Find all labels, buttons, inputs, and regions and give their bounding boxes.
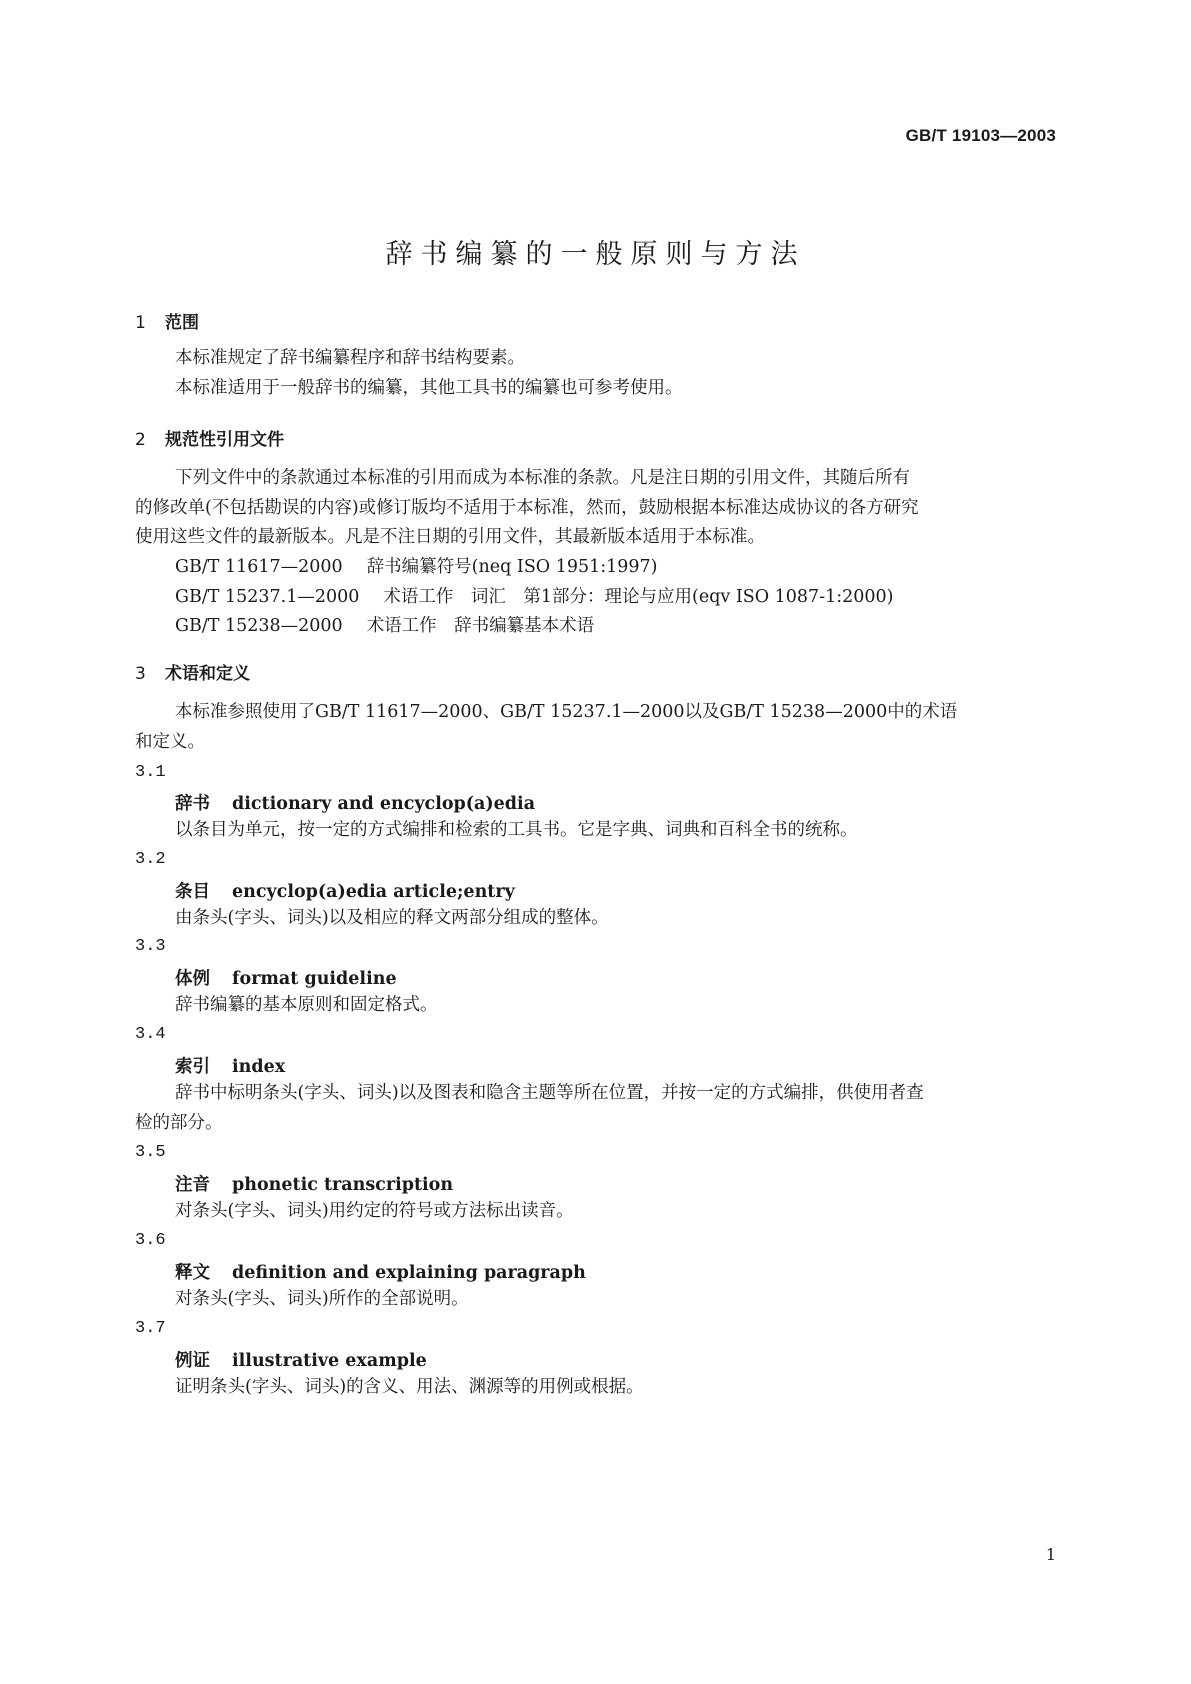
term-entry — [175, 965, 397, 990]
section-title: 范围 — [165, 313, 199, 333]
section-1-heading — [135, 308, 199, 333]
section-number: 1 — [135, 313, 146, 333]
term-en: format guideline — [232, 969, 397, 989]
term-definition: 辞书中标明条头(字头、词头)以及图表和隐含主题等所在位置，并按一定的方式编排，供使用者查 — [175, 1083, 924, 1103]
paragraph-line: 下列文件中的条款通过本标准的引用而成为本标准的条款。凡是注日期的引用文件，其随后所有 — [175, 468, 910, 488]
term-zh: 体例 — [175, 969, 210, 989]
page-number: 1 — [1045, 1545, 1056, 1564]
standard-code: GB/T 19103—2003 — [905, 126, 1056, 145]
reference-item — [175, 582, 894, 613]
paragraph: 本标准规定了辞书编纂程序和辞书结构要素。 — [175, 348, 525, 368]
clause-number: 3.6 — [135, 1231, 166, 1250]
term-definition: 由条头(字头、词头)以及相应的释文两部分组成的整体。 — [175, 908, 609, 928]
term-definition: 辞书编纂的基本原则和固定格式。 — [175, 995, 438, 1015]
term-definition: 对条头(字头、词头)所作的全部说明。 — [175, 1289, 469, 1309]
clause-number: 3.1 — [135, 763, 166, 782]
section-title: 规范性引用文件 — [165, 430, 284, 450]
reference-code: GB/T 15238—2000 — [175, 616, 343, 636]
term-en: illustrative example — [232, 1351, 427, 1371]
section-number: 2 — [135, 430, 146, 450]
term-zh: 例证 — [175, 1351, 210, 1371]
reference-title: 辞书编纂符号(neq ISO 1951:1997) — [366, 557, 658, 577]
term-en: definition and explaining paragraph — [232, 1263, 586, 1283]
paragraph-line: 本标准参照使用了GB/T 11617—2000、GB/T 15237.1—2000以及GB/T 15238—2000中的术语 — [175, 702, 958, 722]
term-entry — [175, 790, 535, 815]
term-entry — [175, 1171, 453, 1196]
reference-item — [175, 611, 594, 642]
term-zh: 辞书 — [175, 794, 210, 814]
term-entry — [175, 878, 515, 903]
section-number: 3 — [135, 664, 146, 684]
clause-number: 3.5 — [135, 1143, 166, 1162]
clause-number: 3.3 — [135, 937, 166, 956]
reference-title: 术语工作 辞书编纂基本术语 — [366, 616, 595, 636]
paragraph-line: 的修改单(不包括勘误的内容)或修订版均不适用于本标准，然而，鼓励根据本标准达成协议的各方研究 — [135, 498, 919, 518]
section-3-heading — [135, 659, 250, 684]
term-en: phonetic transcription — [232, 1175, 454, 1195]
term-en: encyclop(a)edia article;entry — [232, 882, 515, 902]
term-zh: 释文 — [175, 1263, 210, 1283]
reference-code: GB/T 15237.1—2000 — [175, 587, 360, 607]
term-definition: 证明条头(字头、词头)的含义、用法、渊源等的用例或根据。 — [175, 1377, 644, 1397]
term-definition: 以条目为单元，按一定的方式编排和检索的工具书。它是字典、词典和百科全书的统称。 — [175, 820, 858, 840]
term-entry — [175, 1347, 427, 1372]
section-2-heading — [135, 425, 284, 450]
term-en: index — [232, 1057, 286, 1077]
term-entry — [175, 1259, 586, 1284]
clause-number: 3.2 — [135, 850, 166, 869]
paragraph-line: 和定义。 — [135, 732, 205, 752]
term-zh: 注音 — [175, 1175, 210, 1195]
section-title: 术语和定义 — [165, 664, 250, 684]
clause-number: 3.4 — [135, 1025, 166, 1044]
term-zh: 索引 — [175, 1057, 210, 1077]
paragraph: 本标准适用于一般辞书的编纂，其他工具书的编纂也可参考使用。 — [175, 378, 683, 398]
term-zh: 条目 — [175, 882, 210, 902]
term-definition: 对条头(字头、词头)用约定的符号或方法标出读音。 — [175, 1201, 574, 1221]
document-title: 辞书编纂的一般原则与方法 — [385, 239, 806, 270]
term-definition: 检的部分。 — [135, 1113, 223, 1133]
reference-title: 术语工作 词汇 第1部分：理论与应用(eqv ISO 1087-1:2000) — [383, 587, 894, 607]
term-entry — [175, 1053, 285, 1078]
reference-code: GB/T 11617—2000 — [175, 557, 343, 577]
term-en: dictionary and encyclop(a)edia — [232, 794, 536, 814]
reference-item — [175, 552, 658, 583]
clause-number: 3.7 — [135, 1319, 166, 1338]
paragraph-line: 使用这些文件的最新版本。凡是不注日期的引用文件，其最新版本适用于本标准。 — [135, 527, 765, 547]
